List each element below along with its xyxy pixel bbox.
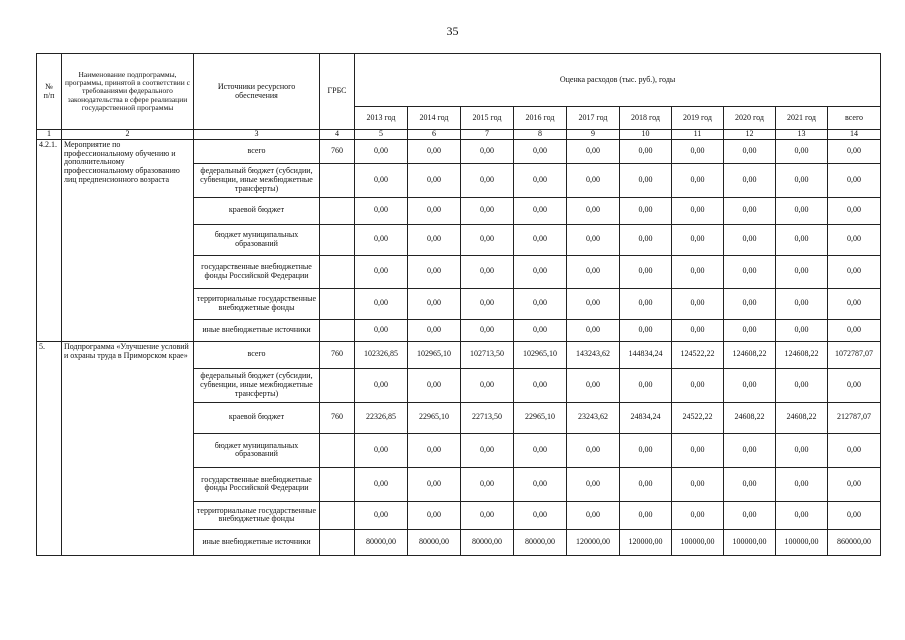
column-number: 1 [37, 130, 62, 140]
expense-value: 0,00 [724, 368, 776, 402]
expense-value: 0,00 [620, 288, 672, 319]
grbs-code [320, 433, 355, 467]
grbs-code [320, 224, 355, 255]
expense-value: 0,00 [672, 467, 724, 501]
expense-value: 0,00 [724, 139, 776, 163]
expense-value: 80000,00 [355, 529, 408, 555]
expense-value: 0,00 [828, 224, 881, 255]
header-year: 2021 год [776, 107, 828, 130]
expense-value: 0,00 [828, 197, 881, 224]
funding-source: краевой бюджет [194, 402, 320, 433]
funding-source: территориальные государственные внебюджетные фонды [194, 288, 320, 319]
expense-value: 0,00 [724, 319, 776, 341]
expense-value: 212787,07 [828, 402, 881, 433]
column-number: 2 [62, 130, 194, 140]
column-number: 11 [672, 130, 724, 140]
expense-value: 24608,22 [776, 402, 828, 433]
expense-value: 0,00 [567, 501, 620, 529]
expense-value: 0,00 [828, 368, 881, 402]
column-number: 4 [320, 130, 355, 140]
expense-value: 0,00 [672, 139, 724, 163]
expense-value: 0,00 [461, 433, 514, 467]
expense-value: 0,00 [355, 319, 408, 341]
expense-value: 144834,24 [620, 341, 672, 368]
expense-value: 0,00 [828, 467, 881, 501]
expense-value: 0,00 [408, 501, 461, 529]
column-number: 9 [567, 130, 620, 140]
header-grbs: ГРБС [320, 54, 355, 130]
expense-value: 0,00 [514, 139, 567, 163]
expense-value: 0,00 [672, 433, 724, 467]
page-number: 35 [446, 24, 459, 38]
expense-value: 0,00 [355, 368, 408, 402]
column-number: 6 [408, 130, 461, 140]
table-row [37, 341, 881, 368]
grbs-code [320, 529, 355, 555]
grbs-code [320, 163, 355, 197]
expense-value: 0,00 [776, 197, 828, 224]
expense-value: 0,00 [672, 288, 724, 319]
funding-source: иные внебюджетные источники [194, 529, 320, 555]
header-year: 2019 год [672, 107, 724, 130]
column-number: 14 [828, 130, 881, 140]
column-number: 7 [461, 130, 514, 140]
header-estimate: Оценка расходов (тыс. руб.), годы [355, 54, 881, 107]
expense-value: 0,00 [620, 319, 672, 341]
expense-value: 102326,85 [355, 341, 408, 368]
funding-source: государственные внебюджетные фонды Российской Федерации [194, 467, 320, 501]
expense-value: 0,00 [408, 255, 461, 288]
expense-value: 0,00 [567, 197, 620, 224]
expense-value: 0,00 [567, 224, 620, 255]
expense-value: 0,00 [355, 501, 408, 529]
expense-value: 0,00 [408, 224, 461, 255]
expense-value: 0,00 [408, 288, 461, 319]
expense-value: 0,00 [355, 224, 408, 255]
column-number: 8 [514, 130, 567, 140]
funding-source: всего [194, 139, 320, 163]
expense-value: 0,00 [828, 433, 881, 467]
expense-value: 0,00 [567, 368, 620, 402]
expense-value: 0,00 [672, 224, 724, 255]
expense-value: 120000,00 [620, 529, 672, 555]
grbs-code [320, 368, 355, 402]
expense-value: 80000,00 [514, 529, 567, 555]
expense-value: 0,00 [514, 319, 567, 341]
expense-value: 0,00 [514, 197, 567, 224]
expense-value: 80000,00 [461, 529, 514, 555]
item-name: Мероприятие по профессиональному обучению и дополнительному профессиональному образованию лиц предпенсионного возраста [62, 139, 194, 341]
expense-value: 0,00 [672, 197, 724, 224]
expense-value: 0,00 [461, 139, 514, 163]
header-year: 2014 год [408, 107, 461, 130]
expense-value: 80000,00 [408, 529, 461, 555]
expense-value: 0,00 [724, 163, 776, 197]
expense-value: 0,00 [461, 467, 514, 501]
expense-value: 0,00 [514, 467, 567, 501]
expense-value: 0,00 [776, 433, 828, 467]
expense-value: 0,00 [461, 319, 514, 341]
table-row [37, 139, 881, 163]
expense-value: 0,00 [461, 163, 514, 197]
funding-source: всего [194, 341, 320, 368]
expense-value: 102965,10 [408, 341, 461, 368]
expense-value: 0,00 [620, 501, 672, 529]
expense-value: 24522,22 [672, 402, 724, 433]
expense-value: 0,00 [828, 501, 881, 529]
funding-source: бюджет муниципальных образований [194, 224, 320, 255]
header-year: 2018 год [620, 107, 672, 130]
expense-value: 0,00 [355, 255, 408, 288]
expense-value: 100000,00 [724, 529, 776, 555]
expense-value: 0,00 [776, 255, 828, 288]
expense-value: 0,00 [408, 467, 461, 501]
funding-source: территориальные государственные внебюджетные фонды [194, 501, 320, 529]
expense-value: 0,00 [620, 139, 672, 163]
expense-value: 0,00 [355, 433, 408, 467]
funding-source: государственные внебюджетные фонды Российской Федерации [194, 255, 320, 288]
header-year: 2015 год [461, 107, 514, 130]
expense-value: 0,00 [724, 255, 776, 288]
expense-value: 0,00 [461, 224, 514, 255]
expense-value: 22326,85 [355, 402, 408, 433]
expense-value: 24608,22 [724, 402, 776, 433]
expense-value: 0,00 [408, 163, 461, 197]
header-year: 2017 год [567, 107, 620, 130]
expense-value: 124608,22 [724, 341, 776, 368]
expense-value: 143243,62 [567, 341, 620, 368]
expense-value: 0,00 [355, 163, 408, 197]
expense-value: 0,00 [672, 255, 724, 288]
expense-value: 0,00 [776, 501, 828, 529]
grbs-code: 760 [320, 139, 355, 163]
expense-value: 124608,22 [776, 341, 828, 368]
grbs-code: 760 [320, 341, 355, 368]
expense-value: 102965,10 [514, 341, 567, 368]
expense-value: 24834,24 [620, 402, 672, 433]
expense-value: 0,00 [567, 467, 620, 501]
expense-value: 0,00 [514, 288, 567, 319]
expense-value: 0,00 [408, 319, 461, 341]
item-name: Подпрограмма «Улучшение условий и охраны труда в Приморском крае» [62, 341, 194, 555]
grbs-code: 760 [320, 402, 355, 433]
expense-value: 0,00 [620, 368, 672, 402]
expense-value: 0,00 [620, 163, 672, 197]
expense-value: 0,00 [776, 139, 828, 163]
expense-value: 0,00 [514, 368, 567, 402]
expense-value: 0,00 [776, 467, 828, 501]
expense-value: 0,00 [355, 467, 408, 501]
expense-value: 0,00 [355, 139, 408, 163]
expense-value: 0,00 [776, 319, 828, 341]
expense-value: 0,00 [620, 433, 672, 467]
funding-source: краевой бюджет [194, 197, 320, 224]
expense-value: 0,00 [776, 368, 828, 402]
expense-value: 100000,00 [672, 529, 724, 555]
expense-value: 0,00 [408, 139, 461, 163]
header-sources: Источники ресурсного обеспечения [194, 54, 320, 130]
grbs-code [320, 467, 355, 501]
expense-value: 0,00 [828, 139, 881, 163]
expense-value: 0,00 [724, 197, 776, 224]
funding-source: иные внебюджетные источники [194, 319, 320, 341]
expense-value: 0,00 [514, 163, 567, 197]
expense-value: 22965,10 [514, 402, 567, 433]
expense-value: 0,00 [514, 433, 567, 467]
expense-value: 0,00 [620, 197, 672, 224]
column-number: 13 [776, 130, 828, 140]
expense-value: 0,00 [672, 368, 724, 402]
expense-value: 0,00 [461, 501, 514, 529]
grbs-code [320, 255, 355, 288]
expense-value: 0,00 [567, 163, 620, 197]
expense-value: 860000,00 [828, 529, 881, 555]
expense-value: 0,00 [567, 255, 620, 288]
expense-value: 22713,50 [461, 402, 514, 433]
expense-value: 0,00 [776, 163, 828, 197]
expense-value: 0,00 [724, 433, 776, 467]
header-year: 2013 год [355, 107, 408, 130]
expense-value: 0,00 [461, 368, 514, 402]
table-body [37, 139, 881, 555]
expense-value: 0,00 [828, 163, 881, 197]
expense-value: 100000,00 [776, 529, 828, 555]
expense-value: 0,00 [355, 288, 408, 319]
grbs-code [320, 501, 355, 529]
column-number: 10 [620, 130, 672, 140]
expense-value: 0,00 [672, 501, 724, 529]
expense-value: 0,00 [620, 255, 672, 288]
funding-source: федеральный бюджет (субсидии, субвенции, иные межбюджетные трансферты) [194, 368, 320, 402]
expense-value: 102713,50 [461, 341, 514, 368]
budget-table [36, 53, 881, 556]
funding-source: бюджет муниципальных образований [194, 433, 320, 467]
column-number: 5 [355, 130, 408, 140]
expense-value: 0,00 [776, 224, 828, 255]
expense-value: 1072787,07 [828, 341, 881, 368]
expense-value: 22965,10 [408, 402, 461, 433]
expense-value: 0,00 [672, 163, 724, 197]
expense-value: 0,00 [355, 197, 408, 224]
column-numbers-row [37, 130, 881, 140]
grbs-code [320, 288, 355, 319]
expense-value: 124522,22 [672, 341, 724, 368]
header-row [37, 54, 881, 107]
expense-value: 0,00 [461, 288, 514, 319]
expense-value: 120000,00 [567, 529, 620, 555]
expense-value: 0,00 [724, 467, 776, 501]
column-number: 3 [194, 130, 320, 140]
expense-value: 0,00 [567, 288, 620, 319]
header-year: всего [828, 107, 881, 130]
expense-value: 0,00 [724, 224, 776, 255]
expense-value: 0,00 [461, 255, 514, 288]
expense-value: 0,00 [567, 139, 620, 163]
header-year: 2020 год [724, 107, 776, 130]
expense-value: 0,00 [567, 433, 620, 467]
expense-value: 0,00 [828, 255, 881, 288]
header-year: 2016 год [514, 107, 567, 130]
expense-value: 0,00 [724, 501, 776, 529]
expense-value: 23243,62 [567, 402, 620, 433]
expense-value: 0,00 [408, 433, 461, 467]
grbs-code [320, 319, 355, 341]
expense-value: 0,00 [620, 224, 672, 255]
expense-value: 0,00 [567, 319, 620, 341]
funding-source: федеральный бюджет (субсидии, субвенции, иные межбюджетные трансферты) [194, 163, 320, 197]
header-name: Наименование подпрограммы, программы, принятой в соответствии с требованиями федерального законодательства в сфере реализации государственной программы [62, 54, 194, 130]
expense-value: 0,00 [408, 197, 461, 224]
expense-value: 0,00 [514, 501, 567, 529]
expense-value: 0,00 [828, 288, 881, 319]
grbs-code [320, 197, 355, 224]
column-number: 12 [724, 130, 776, 140]
header-num: № п/п [37, 54, 62, 130]
item-number: 5. [37, 341, 62, 555]
expense-value: 0,00 [408, 368, 461, 402]
item-number: 4.2.1. [37, 139, 62, 341]
expense-value: 0,00 [776, 288, 828, 319]
expense-value: 0,00 [672, 319, 724, 341]
expense-value: 0,00 [514, 255, 567, 288]
expense-value: 0,00 [514, 224, 567, 255]
expense-value: 0,00 [828, 319, 881, 341]
expense-value: 0,00 [724, 288, 776, 319]
expense-value: 0,00 [620, 467, 672, 501]
expense-value: 0,00 [461, 197, 514, 224]
